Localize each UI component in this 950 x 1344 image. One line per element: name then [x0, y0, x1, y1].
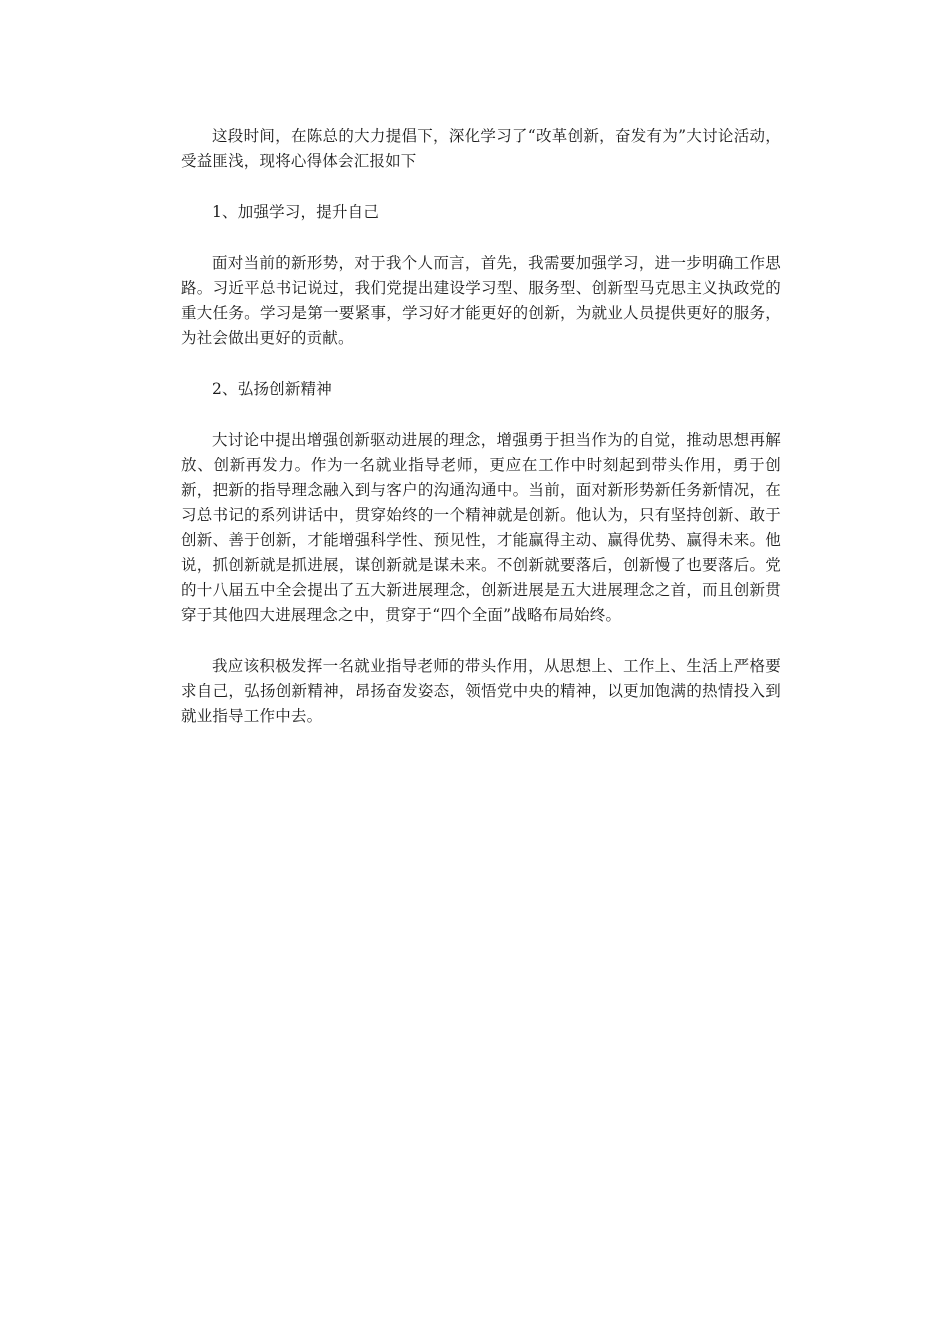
- intro-paragraph: 这段时间，在陈总的大力提倡下，深化学习了“改革创新，奋发有为”大讨论活动，受益匪浅，现将心得体会汇报如下: [181, 127, 781, 170]
- document-body: [181, 124, 781, 755]
- section-2-heading: 2、弘扬创新精神: [212, 380, 332, 398]
- section-1-heading: 1、加强学习，提升自己: [212, 203, 380, 221]
- section-1-paragraph: 面对当前的新形势，对于我个人而言，首先，我需要加强学习，进一步明确工作思路。习近平总书记说过，我们党提出建设学习型、服务型、创新型马克思主义执政党的重大任务。学习是第一要紧事，学习好才能更好的创新，为就业人员提供更好的服务，为社会做出更好的贡献。: [181, 254, 781, 347]
- section-2-paragraph: 大讨论中提出增强创新驱动进展的理念，增强勇于担当作为的自觉，推动思想再解放、创新再发力。作为一名就业指导老师，更应在工作中时刻起到带头作用，勇于创新，把新的指导理念融入到与客户的沟通沟通中。当前，面对新形势新任务新情况，在习总书记的系列讲话中，贯穿始终的一个精神就是创新。他认为，只有坚持创新、敢于创新、善于创新，才能增强科学性、预见性，才能赢得主动、赢得优势、赢得未来。他说，抓创新就是抓进展，谋创新就是谋未来。不创新就要落后，创新慢了也要落后。党的十八届五中全会提出了五大新进展理念，创新进展是五大进展理念之首，而且创新贯穿于其他四大进展理念之中，贯穿于“四个全面”战略布局始终。: [181, 431, 781, 624]
- closing-paragraph: 我应该积极发挥一名就业指导老师的带头作用，从思想上、工作上、生活上严格要求自己，弘扬创新精神，昂扬奋发姿态，领悟党中央的精神，以更加饱满的热情投入到就业指导工作中去。: [181, 657, 781, 725]
